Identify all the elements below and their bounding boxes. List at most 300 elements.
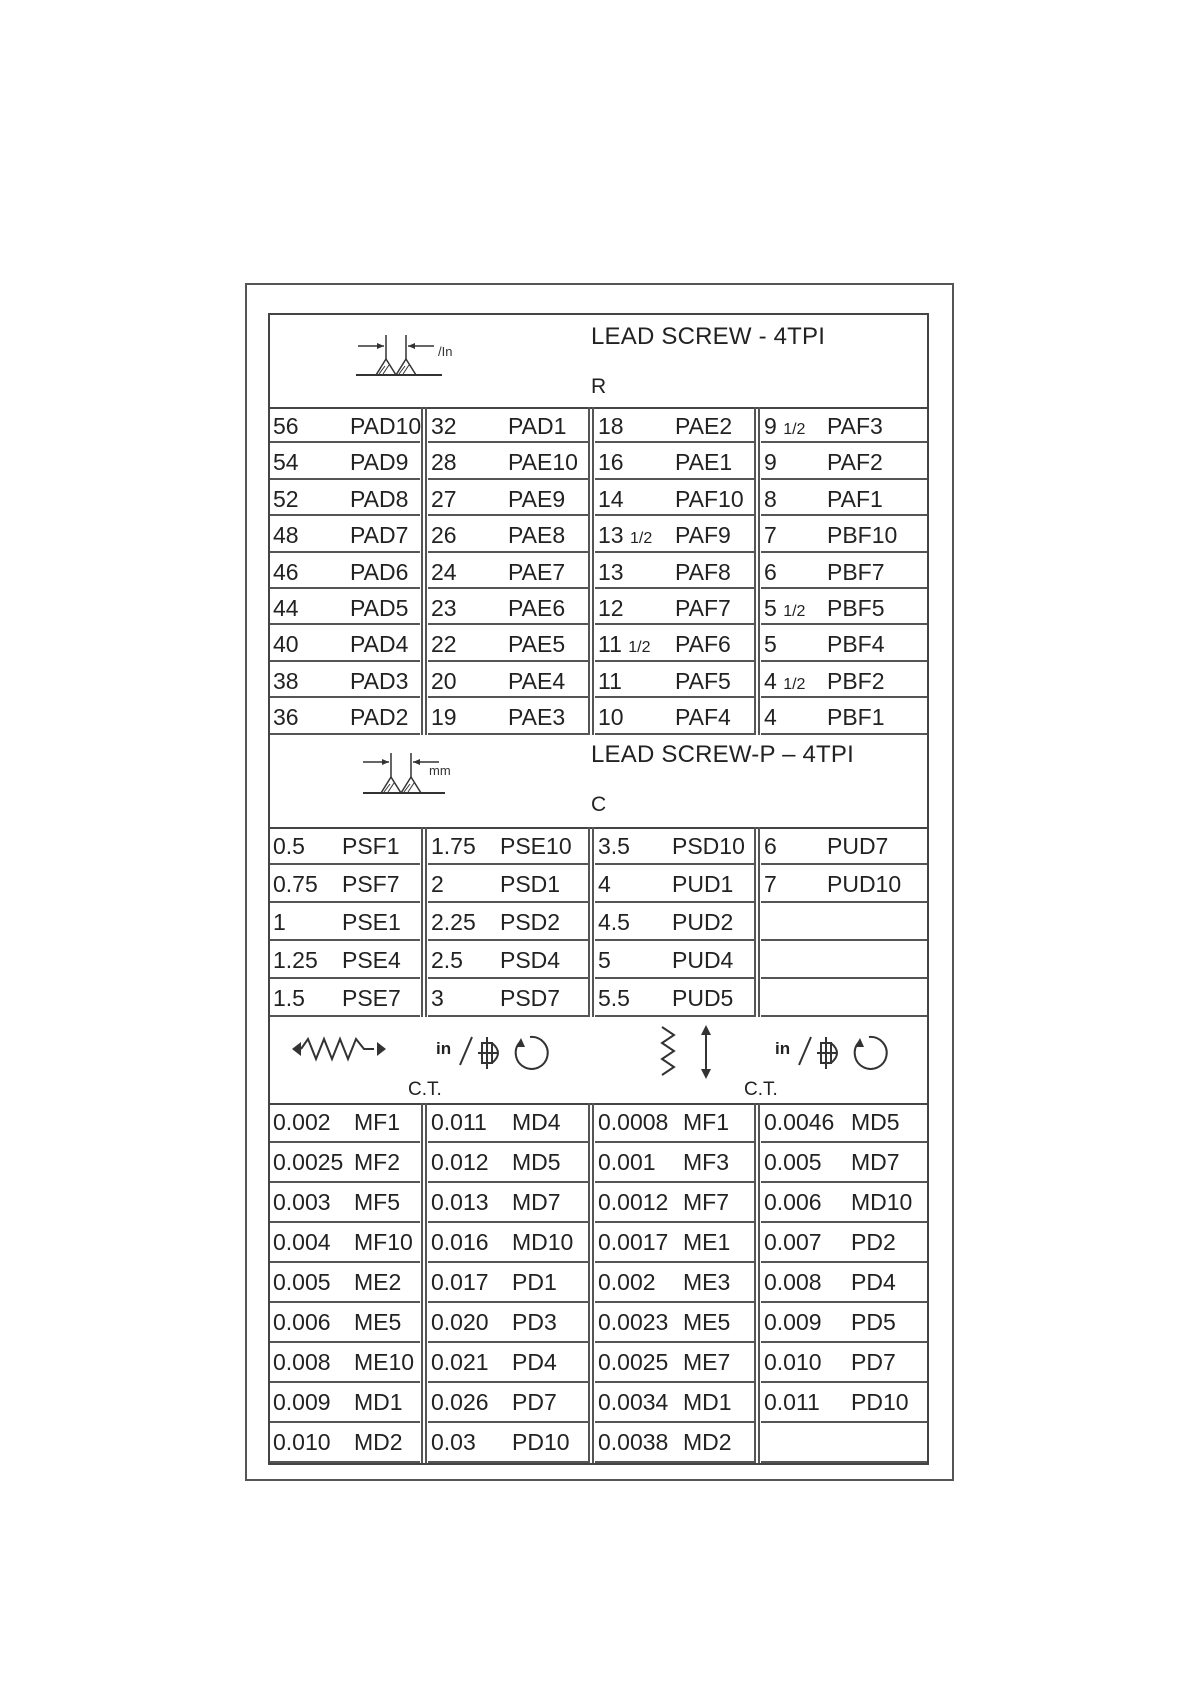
table-cell (595, 941, 755, 979)
table-cell (270, 553, 420, 589)
value-text: 32 (431, 413, 457, 439)
section3-header (270, 1017, 927, 1105)
feed-per-rev-icon-left (450, 1025, 560, 1085)
lever-code-text: MF10 (354, 1229, 413, 1255)
table-cell (761, 1383, 927, 1423)
lever-code-text: MD1 (354, 1389, 403, 1415)
chart-table (268, 313, 929, 1465)
value-text: 12 (598, 595, 624, 621)
lever-code-text: PD1 (512, 1269, 557, 1295)
table-cell (428, 1223, 588, 1263)
value-text: 7 (764, 871, 777, 897)
table-cell (270, 1343, 420, 1383)
value-text: 44 (273, 595, 299, 621)
value-text: 0.5 (273, 833, 305, 859)
table-cell (595, 1223, 755, 1263)
table-cell (595, 1383, 755, 1423)
value-text: 0.017 (431, 1269, 489, 1295)
fraction-text: 1/2 (783, 675, 806, 693)
table-cell (270, 979, 420, 1017)
lever-code-text: PD3 (512, 1309, 557, 1335)
table-cell (270, 480, 420, 516)
lever-code-text: PAD6 (350, 558, 409, 585)
value-text: 0.0012 (598, 1189, 669, 1215)
value-text: 26 (431, 522, 457, 549)
lever-code-text: PUD5 (672, 985, 734, 1011)
fraction-text: 1/2 (783, 603, 806, 620)
lever-code-text: PBF2 (827, 667, 885, 694)
table-cell (428, 589, 588, 625)
thread-pitch-mm-icon (355, 745, 505, 815)
table-cell (270, 1223, 420, 1263)
table-cell (595, 865, 755, 903)
table-cell (595, 903, 755, 941)
lever-code-text: PAD5 (350, 595, 409, 621)
value-text: 56 (273, 413, 299, 439)
lever-code-text: PSD1 (500, 871, 561, 897)
table-cell (428, 1343, 588, 1383)
lever-code-text: PAF2 (827, 449, 883, 476)
section1-grid (270, 407, 927, 735)
value-text: 27 (431, 485, 457, 512)
lever-code-text: PAF1 (827, 485, 883, 512)
lever-code-text: PBF5 (827, 595, 885, 621)
table-cell (595, 1103, 755, 1143)
table-cell (761, 698, 927, 734)
value-text: 0.004 (273, 1229, 331, 1255)
table-cell (428, 827, 588, 865)
value-text: 6 (764, 558, 777, 585)
value-text: 0.007 (764, 1229, 822, 1255)
lever-code-text: PAF4 (675, 704, 731, 731)
table-cell (595, 1143, 755, 1183)
table-cell (761, 1303, 927, 1343)
lever-code-text: PAD7 (350, 522, 409, 549)
value-text: 48 (273, 522, 299, 549)
table-cell (428, 1103, 588, 1143)
table-cell (595, 1183, 755, 1223)
value-text: 0.010 (273, 1429, 331, 1455)
lever-code-text: PAD9 (350, 449, 409, 476)
lever-code-text: PSD7 (500, 985, 561, 1011)
value-text: 46 (273, 558, 299, 585)
value-text: 9 1/2 (764, 413, 806, 439)
table-cell (761, 1223, 927, 1263)
value-text: 13 1/2 (598, 522, 653, 549)
lever-code-text: PD5 (851, 1309, 896, 1335)
lever-code-text: PAF7 (675, 595, 731, 621)
value-text: 0.012 (431, 1149, 489, 1175)
table-cell (595, 1303, 755, 1343)
table-cell (761, 443, 927, 479)
value-text: 0.011 (431, 1109, 487, 1135)
value-text: 0.008 (764, 1269, 822, 1295)
lever-code-text: MF5 (354, 1189, 400, 1215)
table-cell (270, 589, 420, 625)
fraction-text: 1/2 (628, 639, 651, 657)
value-text: 3 (431, 985, 444, 1011)
table-cell (270, 941, 420, 979)
value-text: 3.5 (598, 833, 630, 859)
lever-code-text: MD7 (512, 1189, 561, 1215)
table-cell (761, 480, 927, 516)
value-text: 0.0023 (598, 1309, 669, 1335)
lever-code-text: MD5 (512, 1149, 561, 1175)
table-cell (428, 516, 588, 552)
table-cell (761, 553, 927, 589)
value-text: 10 (598, 704, 624, 731)
lever-code-text: PAD4 (350, 631, 409, 658)
table-cell (270, 1143, 420, 1183)
value-text: 54 (273, 449, 299, 476)
value-text: 6 (764, 833, 777, 859)
lever-code-text: PUD10 (827, 871, 902, 897)
section1-header (270, 315, 927, 409)
value-text: 1 (273, 909, 286, 935)
value-text: 13 (598, 558, 624, 585)
table-cell (428, 407, 588, 443)
value-text: 4 1/2 (764, 667, 806, 694)
lever-code-text: PD10 (851, 1389, 909, 1415)
value-text: 5 (764, 631, 777, 658)
value-text: 18 (598, 413, 624, 439)
section1-subtitle: R (591, 375, 607, 398)
table-cell (595, 407, 755, 443)
value-text: 19 (431, 704, 457, 731)
lever-code-text: PBF4 (827, 631, 885, 658)
ct-label-right: C.T. (744, 1079, 778, 1100)
table-cell (270, 1263, 420, 1303)
value-text: 0.010 (764, 1349, 822, 1375)
lever-code-text: PAE2 (675, 413, 733, 439)
table-cell (270, 662, 420, 698)
lever-code-text: MD5 (851, 1109, 900, 1135)
table-cell (428, 1143, 588, 1183)
value-text: 20 (431, 667, 457, 694)
value-text: 0.002 (598, 1269, 656, 1295)
table-cell (595, 1263, 755, 1303)
value-text: 7 (764, 522, 777, 549)
value-text: 0.011 (764, 1389, 820, 1415)
table-cell (761, 1263, 927, 1303)
value-text: 0.005 (273, 1269, 331, 1295)
table-cell (761, 1343, 927, 1383)
lever-code-text: PAE4 (508, 667, 566, 694)
lever-code-text: MD2 (354, 1429, 403, 1455)
table-cell (595, 443, 755, 479)
column-divider (588, 407, 594, 735)
value-text: 0.020 (431, 1309, 489, 1335)
lever-code-text: PD2 (851, 1229, 896, 1255)
table-cell (270, 698, 420, 734)
lever-code-text: PAE8 (508, 522, 566, 549)
lever-code-text: MD4 (512, 1109, 561, 1135)
value-text: 0.008 (273, 1349, 331, 1375)
table-cell (761, 516, 927, 552)
value-text: 16 (598, 449, 624, 476)
lever-code-text: PBF7 (827, 558, 885, 585)
table-cell (270, 1383, 420, 1423)
lever-code-text: PAE7 (508, 558, 566, 585)
table-cell (761, 941, 927, 979)
lever-code-text: MF7 (683, 1189, 729, 1215)
lever-code-text: PAE5 (508, 631, 566, 658)
value-text: 40 (273, 631, 299, 658)
table-cell (761, 589, 927, 625)
value-text: 0.0046 (764, 1109, 835, 1135)
table-cell (595, 827, 755, 865)
lever-code-text: ME3 (683, 1269, 731, 1295)
table-cell (428, 1423, 588, 1463)
lever-code-text: PUD7 (827, 833, 889, 859)
unit-label-mm: mm (429, 763, 451, 778)
lever-code-text: PAE9 (508, 485, 566, 512)
lever-code-text: MF1 (354, 1109, 400, 1135)
lever-code-text: PSE7 (342, 985, 401, 1011)
value-text: 11 (598, 667, 622, 694)
lever-code-text: PAE3 (508, 704, 566, 731)
table-cell (595, 625, 755, 661)
table-cell (595, 589, 755, 625)
lever-code-text: PAF9 (675, 522, 731, 549)
lever-code-text: PAF6 (675, 631, 731, 658)
feed-per-rev-icon-right (789, 1025, 899, 1085)
value-text: 2 (431, 871, 444, 897)
value-text: 5 (598, 947, 611, 973)
value-text: 11 1/2 (598, 631, 651, 658)
lever-code-text: PSD4 (500, 947, 561, 973)
lever-code-text: PAE6 (508, 595, 566, 621)
table-cell (428, 1303, 588, 1343)
lever-code-text: PAD2 (350, 704, 409, 731)
value-text: 1.75 (431, 833, 476, 859)
value-text: 0.03 (431, 1429, 476, 1455)
lever-code-text: ME2 (354, 1269, 402, 1295)
value-text: 0.005 (764, 1149, 822, 1175)
table-cell (761, 903, 927, 941)
table-cell (428, 443, 588, 479)
lever-code-text: MF2 (354, 1149, 400, 1175)
section2-header (270, 733, 927, 829)
value-text: 0.006 (273, 1309, 331, 1335)
lever-code-text: PSE1 (342, 909, 401, 935)
table-cell (428, 1183, 588, 1223)
table-cell (761, 1423, 927, 1463)
section2-subtitle: C (591, 793, 607, 816)
lever-code-text: MD1 (683, 1389, 732, 1415)
cross-feed-icon (648, 1023, 738, 1083)
table-cell (761, 827, 927, 865)
lever-code-text: PAF8 (675, 558, 731, 585)
table-cell (270, 1103, 420, 1143)
table-cell (270, 1423, 420, 1463)
value-text: 5 1/2 (764, 595, 806, 621)
table-cell (428, 903, 588, 941)
lever-code-text: PAD1 (508, 413, 567, 439)
lever-code-text: PSF1 (342, 833, 400, 859)
lever-code-text: PAD8 (350, 485, 409, 512)
value-text: 4 (598, 871, 611, 897)
lever-code-text: PD7 (851, 1349, 896, 1375)
table-cell (595, 698, 755, 734)
table-cell (270, 516, 420, 552)
table-cell (761, 865, 927, 903)
table-cell (595, 516, 755, 552)
section2-title: LEAD SCREW-P – 4TPI (591, 741, 854, 768)
table-cell (428, 1263, 588, 1303)
table-cell (270, 865, 420, 903)
value-text: 8 (764, 485, 777, 512)
lever-code-text: MF3 (683, 1149, 729, 1175)
value-text: 4 (764, 704, 777, 731)
section1-title: LEAD SCREW - 4TPI (591, 323, 826, 350)
value-text: 0.0008 (598, 1109, 669, 1135)
feed-unit-left: in (436, 1039, 452, 1058)
table-cell (595, 662, 755, 698)
lever-code-text: ME7 (683, 1349, 731, 1375)
lever-code-text: PSF7 (342, 871, 400, 897)
lever-code-text: MF1 (683, 1109, 729, 1135)
value-text: 0.009 (273, 1389, 331, 1415)
lever-code-text: PSD10 (672, 833, 745, 859)
lever-code-text: PUD1 (672, 871, 734, 897)
value-text: 38 (273, 667, 299, 694)
table-cell (428, 662, 588, 698)
section2-grid (270, 827, 927, 1017)
value-text: 1.25 (273, 947, 318, 973)
table-cell (270, 903, 420, 941)
value-text: 28 (431, 449, 457, 476)
table-cell (270, 1303, 420, 1343)
table-cell (761, 979, 927, 1017)
table-cell (428, 698, 588, 734)
value-text: 23 (431, 595, 457, 621)
value-text: 0.006 (764, 1189, 822, 1215)
lever-code-text: PD7 (512, 1389, 557, 1415)
value-text: 22 (431, 631, 457, 658)
value-text: 24 (431, 558, 457, 585)
table-cell (595, 553, 755, 589)
table-cell (761, 1143, 927, 1183)
value-text: 0.0017 (598, 1229, 669, 1255)
column-divider (421, 1103, 427, 1463)
table-cell (428, 480, 588, 516)
table-cell (270, 827, 420, 865)
value-text: 0.001 (598, 1149, 656, 1175)
lever-code-text: MD7 (851, 1149, 900, 1175)
table-cell (595, 979, 755, 1017)
unit-label-inch: /In (438, 344, 453, 359)
ct-label-left: C.T. (408, 1079, 442, 1100)
fraction-text: 1/2 (629, 530, 653, 548)
value-text: 0.002 (273, 1109, 331, 1135)
lever-code-text: PD10 (512, 1429, 570, 1455)
value-text: 0.0034 (598, 1389, 669, 1415)
value-text: 9 (764, 449, 777, 476)
lever-code-text: PSE4 (342, 947, 401, 973)
table-cell (428, 865, 588, 903)
table-cell (428, 625, 588, 661)
lever-code-text: PD4 (851, 1269, 896, 1295)
table-cell (270, 407, 420, 443)
lever-code-text: PAF3 (827, 413, 883, 439)
value-text: 52 (273, 485, 299, 512)
column-divider (588, 827, 594, 1017)
table-cell (270, 1183, 420, 1223)
column-divider (421, 827, 427, 1017)
table-cell (595, 1343, 755, 1383)
table-cell (428, 941, 588, 979)
value-text: 0.026 (431, 1389, 489, 1415)
lever-code-text: PBF1 (827, 704, 885, 731)
value-text: 1.5 (273, 985, 305, 1011)
table-cell (428, 553, 588, 589)
lever-code-text: PAD10 (350, 413, 422, 439)
lever-code-text: PAE10 (508, 449, 578, 476)
table-cell (595, 480, 755, 516)
value-text: 0.013 (431, 1189, 489, 1215)
table-cell (761, 625, 927, 661)
lever-code-text: MD10 (851, 1189, 913, 1215)
lever-code-text: PUD4 (672, 947, 734, 973)
value-text: 0.021 (431, 1349, 489, 1375)
lever-code-text: MD10 (512, 1229, 574, 1255)
lever-code-text: ME1 (683, 1229, 731, 1255)
thread-pitch-inch-icon (348, 325, 488, 395)
table-cell (270, 625, 420, 661)
lever-code-text: ME10 (354, 1349, 415, 1375)
column-divider (421, 407, 427, 735)
table-cell (761, 662, 927, 698)
table-cell (428, 979, 588, 1017)
value-text: 5.5 (598, 985, 630, 1011)
value-text: 2.5 (431, 947, 463, 973)
lever-code-text: ME5 (683, 1309, 731, 1335)
table-cell (270, 443, 420, 479)
table-cell (595, 1423, 755, 1463)
value-text: 14 (598, 485, 624, 512)
value-text: 0.0038 (598, 1429, 669, 1455)
value-text: 2.25 (431, 909, 476, 935)
lever-code-text: PUD2 (672, 909, 734, 935)
lever-code-text: PBF10 (827, 522, 898, 549)
table-cell (761, 1103, 927, 1143)
lever-code-text: PAF5 (675, 667, 731, 694)
value-text: 36 (273, 704, 299, 731)
lever-code-text: ME5 (354, 1309, 402, 1335)
value-text: 4.5 (598, 909, 630, 935)
lever-code-text: PSD2 (500, 909, 561, 935)
value-text: 0.0025 (273, 1149, 344, 1175)
table-cell (428, 1383, 588, 1423)
longitudinal-feed-icon (288, 1029, 398, 1069)
value-text: 0.003 (273, 1189, 331, 1215)
column-divider (588, 1103, 594, 1463)
value-text: 0.016 (431, 1229, 489, 1255)
value-text: 0.009 (764, 1309, 822, 1335)
section3-grid (270, 1103, 927, 1463)
lever-code-text: PD4 (512, 1349, 557, 1375)
lever-code-text: PAD3 (350, 667, 409, 694)
table-cell (761, 407, 927, 443)
value-text: 0.75 (273, 871, 318, 897)
fraction-text: 1/2 (783, 421, 806, 438)
value-text: 0.0025 (598, 1349, 669, 1375)
lever-code-text: MD2 (683, 1429, 732, 1455)
lever-code-text: PAF10 (675, 485, 744, 512)
lever-code-text: PAE1 (675, 449, 733, 476)
feed-unit-right: in (775, 1039, 791, 1058)
